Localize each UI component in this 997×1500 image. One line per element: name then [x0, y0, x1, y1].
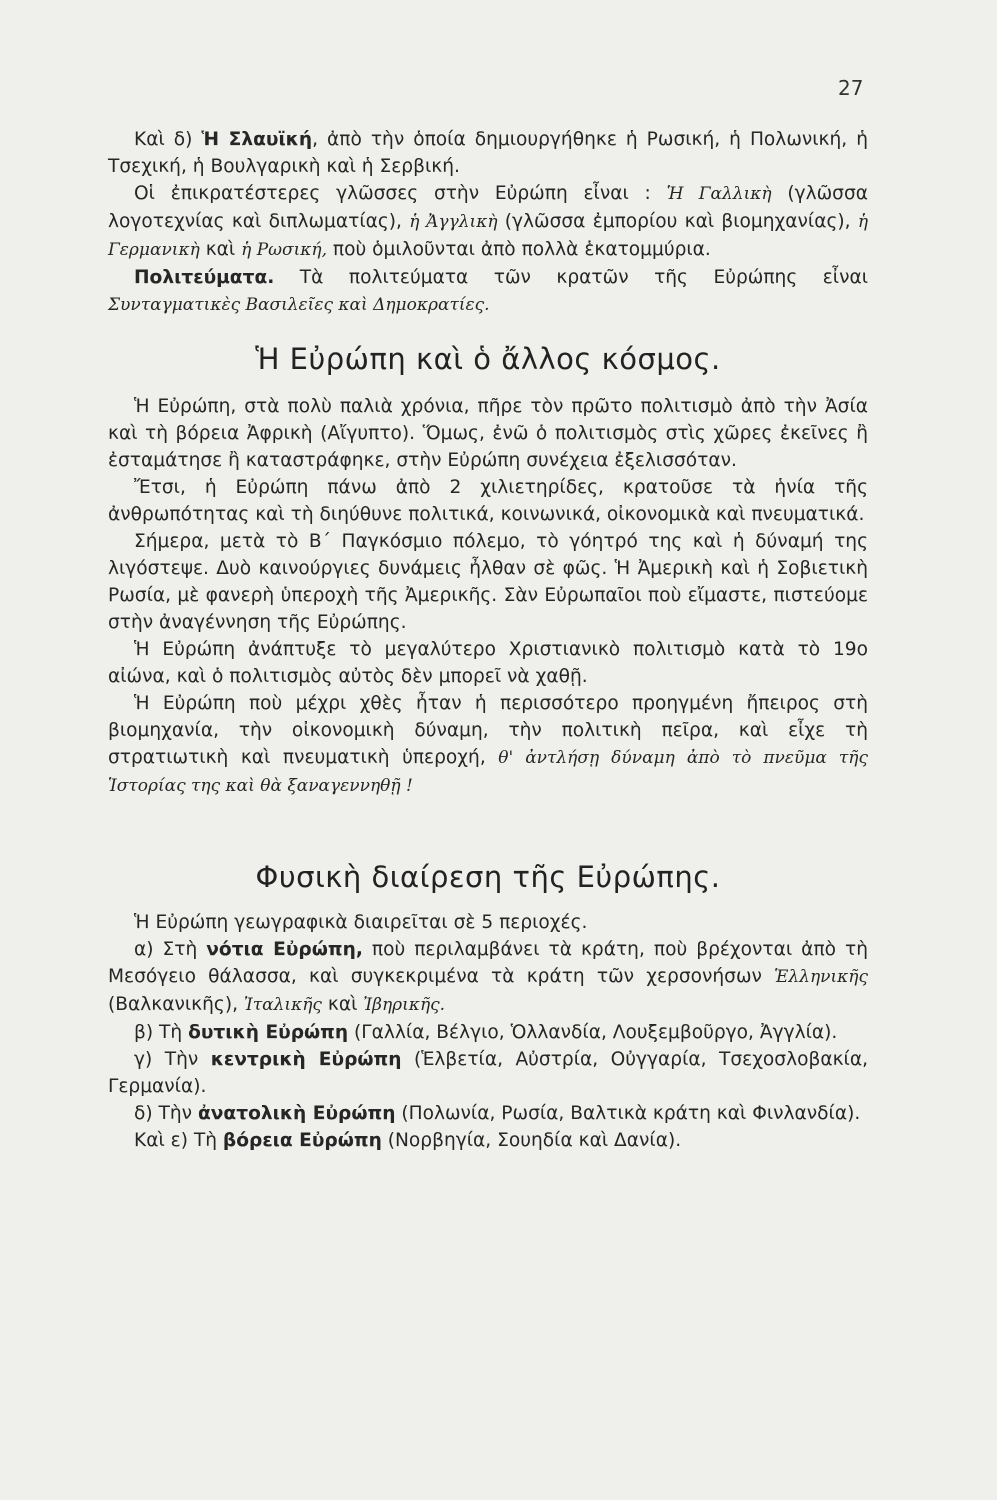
region-central: γ) Τὴν κεντρικὴ Εὐρώπη (Ἑλβετία, Αὐστρία, Οὐγγαρία, Τσεχοσλοβακία, Γερμανία).: [108, 1049, 869, 1097]
region-east: δ) Τὴν ἀνατολικὴ Εὐρώπη (Πολωνία, Ρωσία, Βαλτικὰ κράτη καὶ Φινλανδία).: [134, 1103, 861, 1124]
section-heading-europe-world: Ἡ Εὐρώπη καὶ ὁ ἄλλος κόσμος.: [255, 342, 721, 376]
slavic-languages-paragraph: Καὶ δ) Ἡ Σλαυϊκή, ἀπὸ τὴν ὁποία δημιουργήθηκε ἡ Ρωσική, ἡ Πολωνική, ἡ Τσεχική, ἡ Βουλγαρικὴ καὶ ἡ Σερβική.: [108, 129, 868, 177]
region-north: Καὶ ε) Τὴ βόρεια Εὐρώπη (Νορβηγία, Σουηδία καὶ Δανία).: [134, 1130, 682, 1151]
main-languages-paragraph: Οἱ ἐπικρατέστερες γλῶσσες στὴν Εὐρώπη εἶναι : Ἡ Γαλλικὴ (γλῶσσα λογοτεχνίας καὶ διπλωματίας), ἡ Ἀγγλικὴ (γλῶσσα ἐμπορίου καὶ βιομηχανίας), ἡ Γερμανικὴ καὶ ἡ Ρωσική, ποὺ ὁμιλοῦνται ἀπὸ πολλὰ ἑκατομμύρια.: [108, 183, 869, 260]
paragraph-postwar: Σήμερα, μετὰ τὸ Β΄ Παγκόσμιο πόλεμο, τὸ γόητρό της καὶ ἡ δύναμή της λιγόστεψε. Δυὸ καινούργιες δυνάμεις ἦλθαν σὲ φῶς. Ἡ Ἀμερικὴ καὶ ἡ Σοβιετικὴ Ρωσία, μὲ φανερὴ ὑπεροχὴ τῆς Ἀμερικῆς. Σὰν Εὐρωπαῖοι ποὺ εἴμαστε, πιστεύομε στὴν ἀναγέννηση τῆς Εὐρώπης.: [108, 531, 868, 633]
regimes-term: Πολιτεύματα.: [134, 267, 275, 288]
region-south: α) Στὴ νότια Εὐρώπη, ποὺ περιλαμβάνει τὰ κράτη, ποὺ βρέχονται ἀπὸ τὴ Μεσόγειο θάλασσα, καὶ συγκεκριμένα τὰ κράτη τῶν χερσονήσων Ἑλληνικῆς (Βαλκανικῆς), Ἰταλικῆς καὶ Ἰβηρικῆς.: [108, 939, 868, 1015]
paragraph-leadership: Ἔτσι, ἡ Εὐρώπη πάνω ἀπὸ 2 χιλιετηρίδες, κρατοῦσε τὰ ἡνία τῆς ἀνθρωπότητας καὶ τὴ διηύθυνε πολιτικά, κοινωνικά, οἰκονομικὰ καὶ πνευματικά.: [108, 477, 868, 525]
paragraph-christian-civilization: Ἡ Εὐρώπη ἀνάπτυξε τὸ μεγαλύτερο Χριστιανικὸ πολιτισμὸ κατὰ τὸ 19ο αἰώνα, καὶ ὁ πολιτισμὸς αὐτὸς δὲν μπορεῖ νὰ χαθῇ.: [108, 639, 868, 687]
region-west: β) Τὴ δυτικὴ Εὐρώπη (Γαλλία, Βέλγιο, Ὁλλανδία, Λουξεμβοῦργο, Ἀγγλία).: [134, 1022, 838, 1043]
slavic-term: Ἡ Σλαυϊκή: [201, 129, 313, 150]
regimes-paragraph: Πολιτεύματα. Τὰ πολιτεύματα τῶν κρατῶν τῆς Εὐρώπης εἶναι Συνταγματικὲς Βασιλεῖες καὶ Δημοκρατίες.: [108, 267, 868, 315]
section-heading-physical-division: Φυσικὴ διαίρεση τῆς Εὐρώπης.: [255, 860, 721, 894]
division-intro: Ἡ Εὐρώπη γεωγραφικὰ διαιρεῖται σὲ 5 περιοχές.: [134, 912, 588, 933]
page-number: 27: [838, 76, 864, 100]
paragraph-civilization-origin: Ἡ Εὐρώπη, στὰ πολὺ παλιὰ χρόνια, πῆρε τὸν πρῶτο πολιτισμὸ ἀπὸ τὴν Ἀσία καὶ τὴ βόρεια Ἀφρικὴ (Αἴγυπτο). Ὅμως, ἐνῶ ὁ πολιτισμὸς στὶς χῶρες ἐκεῖνες ἢ ἐσταμάτησε ἢ καταστράφηκε, στὴν Εὐρώπη συνέχεια ἐξελισσόταν.: [108, 396, 868, 471]
paragraph-rebirth: Ἡ Εὐρώπη ποὺ μέχρι χθὲς ἦταν ἡ περισσότερο προηγμένη ἤπειρος στὴ βιομηχανία, τὴν οἰκονομικὴ δύναμη, τὴν πολιτικὴ πεῖρα, καὶ εἶχε τὴ στρατιωτικὴ καὶ πνευματικὴ ὑπεροχή, θ' ἀντλήσῃ δύναμη ἀπὸ τὸ πνεῦμα τῆς Ἱστορίας της καὶ θὰ ξαναγεννηθῇ !: [108, 693, 868, 796]
page-content: [108, 126, 868, 1154]
